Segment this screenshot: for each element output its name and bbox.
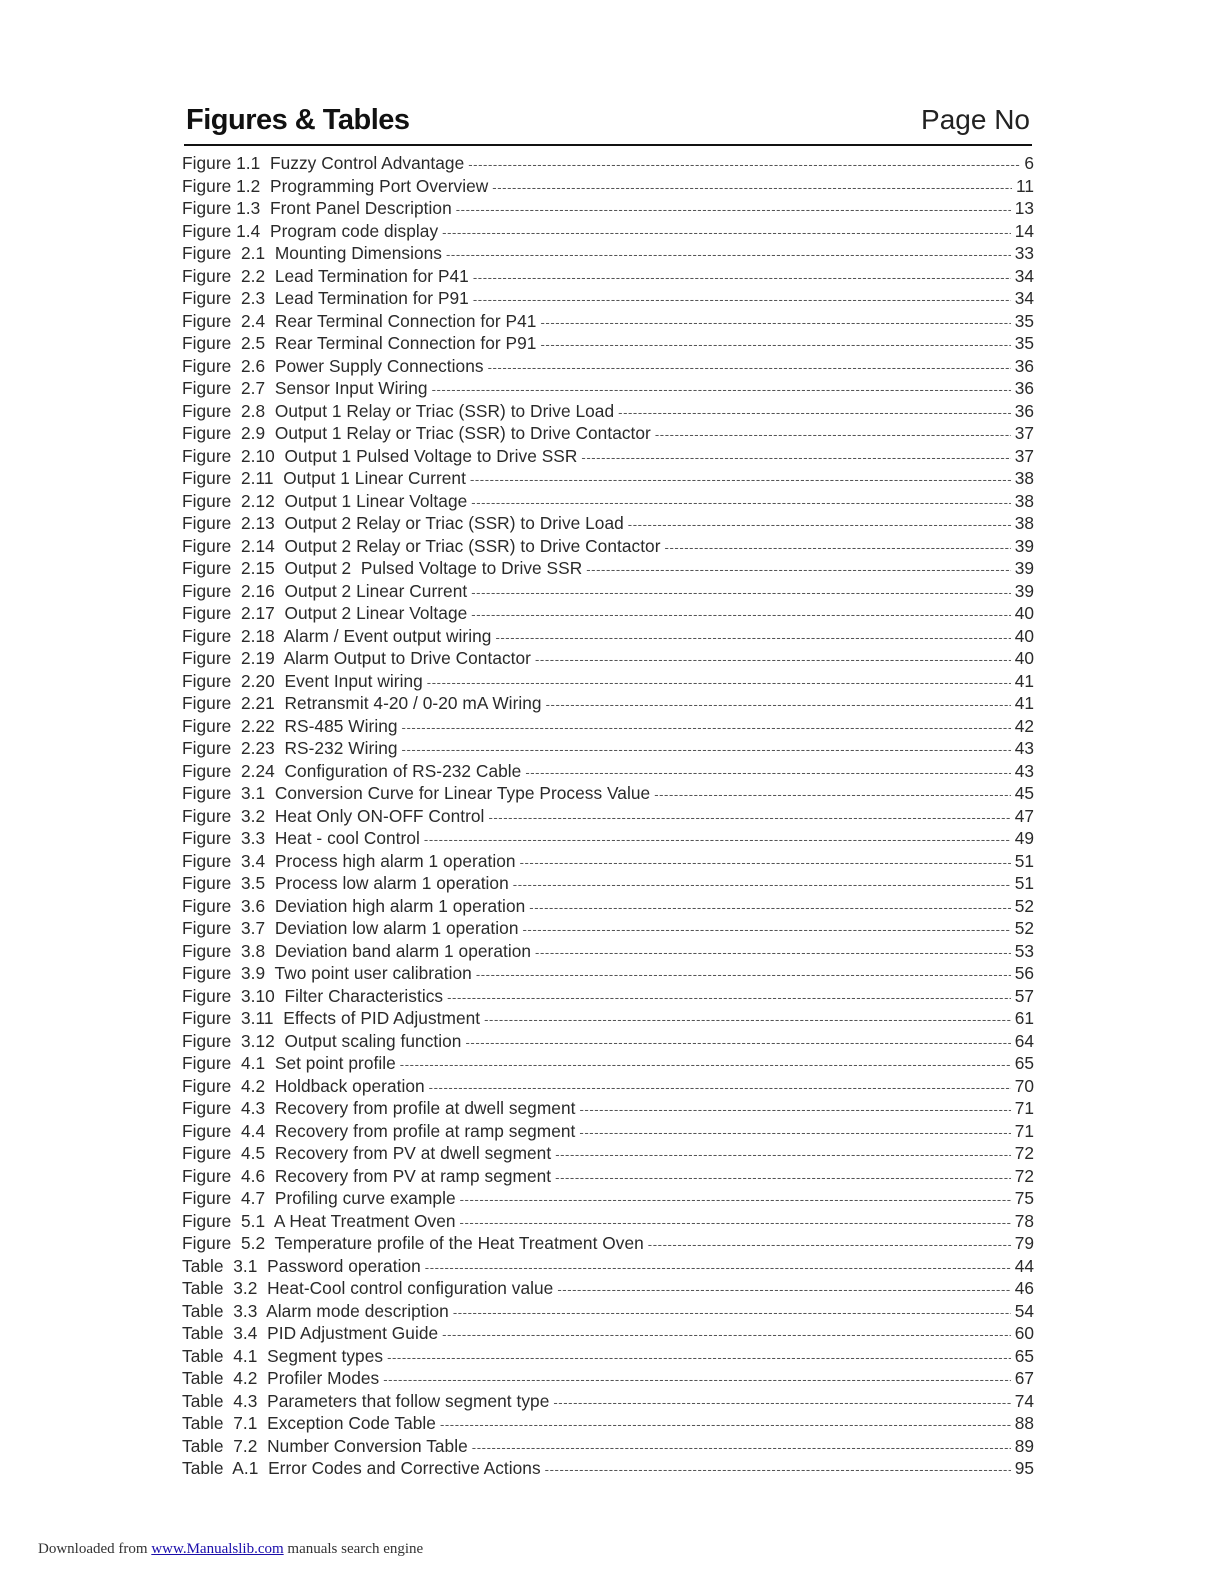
dot-leader (400, 1052, 1011, 1075)
dot-leader (586, 557, 1011, 580)
dot-leader (447, 985, 1011, 1008)
toc-entry-label: Table 3.2 Heat-Cool control configuration value (182, 1278, 554, 1298)
toc-entry-page: 49 (1014, 828, 1034, 848)
toc-entry-label: Figure 2.6 Power Supply Connections (182, 355, 484, 376)
toc-entry-label: Figure 2.8 Output 1 Relay or Triac (SSR) to Drive Load (182, 400, 615, 421)
toc-entry-page: 72 (1014, 1165, 1034, 1186)
toc-entry-label: Table 3.1 Password operation (182, 1255, 421, 1276)
toc-entry[interactable] (182, 647, 1034, 670)
toc-entry-label: Figure 2.9 Output 1 Relay or Triac (SSR) to Drive Contactor (182, 423, 651, 443)
dot-leader (473, 265, 1011, 288)
toc-entry-label: Figure 4.1 Set point profile (182, 1053, 396, 1073)
toc-entry-page: 39 (1014, 558, 1034, 578)
toc-entry-page: 53 (1014, 940, 1034, 961)
toc-entry[interactable] (182, 917, 1034, 940)
toc-entry[interactable] (182, 287, 1034, 310)
dot-leader (383, 1367, 1011, 1390)
toc-entry-page: 37 (1014, 445, 1034, 466)
toc-entry-page: 51 (1014, 873, 1034, 893)
toc-entry-label: Figure 2.3 Lead Termination for P91 (182, 288, 469, 308)
toc-entry-page: 64 (1014, 1030, 1034, 1051)
toc-entry[interactable] (182, 872, 1034, 895)
toc-entry-label: Figure 2.21 Retransmit 4-20 / 0-20 mA Wiring (182, 693, 542, 713)
toc-entry-page: 42 (1014, 715, 1034, 736)
toc-entry-page: 38 (1014, 513, 1034, 533)
toc-entry[interactable] (182, 940, 1034, 963)
toc-entry-label: Figure 3.11 Effects of PID Adjustment (182, 1008, 481, 1028)
toc-entry-page: 56 (1014, 963, 1034, 983)
toc-entry-page: 33 (1014, 243, 1034, 263)
dot-leader (471, 602, 1011, 625)
toc-entry-page: 89 (1014, 1435, 1034, 1456)
toc-entry-label: Figure 4.5 Recovery from PV at dwell segment (182, 1143, 552, 1163)
dot-leader (488, 805, 1010, 828)
toc-entry-label: Figure 2.18 Alarm / Event output wiring (182, 625, 492, 646)
toc-entry-label: Figure 2.16 Output 2 Linear Current (182, 580, 468, 601)
toc-entry-label: Figure 3.7 Deviation low alarm 1 operation (182, 918, 519, 938)
toc-entry-label: Figure 2.11 Output 1 Linear Current (182, 468, 466, 488)
toc-entry-label: Figure 2.10 Output 1 Pulsed Voltage to Drive SSR (182, 445, 578, 466)
toc-entry-label: Figure 1.2 Programming Port Overview (182, 175, 489, 196)
toc-entry[interactable] (182, 1300, 1034, 1323)
dot-leader (579, 1120, 1010, 1143)
dot-leader (520, 850, 1011, 873)
toc-entry-page: 70 (1014, 1075, 1034, 1096)
toc-entry-page: 39 (1014, 535, 1034, 556)
toc-entry[interactable] (182, 1165, 1034, 1188)
toc-entry[interactable] (182, 377, 1034, 400)
toc-entry-page: 46 (1014, 1278, 1034, 1298)
toc-entry-label: Figure 5.1 A Heat Treatment Oven (182, 1210, 456, 1231)
footer-prefix: Downloaded from (38, 1541, 148, 1557)
toc-entry-label: Figure 3.8 Deviation band alarm 1 operation (182, 940, 532, 961)
dot-leader (628, 512, 1011, 535)
toc-entry[interactable] (182, 175, 1034, 198)
dot-leader (655, 422, 1011, 445)
dot-leader (402, 737, 1011, 760)
dot-leader (387, 1345, 1011, 1368)
toc-entry-page: 52 (1014, 895, 1034, 916)
dot-leader (468, 152, 1020, 175)
dot-leader (540, 332, 1010, 355)
dot-leader (545, 1457, 1011, 1480)
toc-entry-page: 34 (1014, 288, 1034, 308)
dot-leader (427, 670, 1011, 693)
toc-entry[interactable] (182, 692, 1034, 715)
toc-entry-page: 52 (1014, 918, 1034, 938)
toc-entry[interactable] (182, 602, 1034, 625)
toc-entry-page: 71 (1014, 1098, 1034, 1118)
toc-entry-label: Figure 1.4 Program code display (182, 220, 439, 241)
toc-entry-label: Table 4.1 Segment types (182, 1345, 384, 1366)
dot-leader (665, 535, 1011, 558)
toc-entry-page: 36 (1014, 355, 1034, 376)
toc-entry-label: Figure 2.12 Output 1 Linear Voltage (182, 490, 468, 511)
download-footer (38, 1541, 423, 1558)
toc-entry-label: Figure 2.24 Configuration of RS-232 Cable (182, 760, 522, 781)
toc-entry[interactable] (182, 1142, 1034, 1165)
dot-leader (472, 1435, 1011, 1458)
toc-entry[interactable] (182, 1255, 1034, 1278)
toc-entry-label: Table A.1 Error Codes and Corrective Actions (182, 1458, 541, 1478)
dot-leader (555, 1165, 1011, 1188)
dot-leader (471, 580, 1011, 603)
toc-entry-label: Figure 2.5 Rear Terminal Connection for P91 (182, 333, 537, 353)
dot-leader (440, 1412, 1011, 1435)
dot-leader (425, 1255, 1011, 1278)
dot-leader (460, 1210, 1011, 1233)
toc-entry[interactable] (182, 670, 1034, 693)
page-number-column-header: Page No (921, 104, 1030, 135)
toc-entry-page: 74 (1014, 1390, 1034, 1411)
toc-entry-label: Figure 2.14 Output 2 Relay or Triac (SSR) to Drive Contactor (182, 535, 661, 556)
toc-entry[interactable] (182, 467, 1034, 490)
dot-leader (446, 242, 1011, 265)
toc-entry-page: 65 (1014, 1345, 1034, 1366)
dot-leader (460, 1187, 1011, 1210)
toc-entry-label: Figure 2.1 Mounting Dimensions (182, 243, 442, 263)
toc-entry-page: 88 (1014, 1413, 1034, 1433)
dot-leader (442, 1322, 1011, 1345)
toc-entry-label: Figure 2.7 Sensor Input Wiring (182, 378, 428, 398)
toc-entry[interactable] (182, 1097, 1034, 1120)
dot-leader (529, 895, 1010, 918)
dot-leader (484, 1007, 1011, 1030)
toc-entry[interactable] (182, 400, 1034, 423)
toc-entry[interactable] (182, 1367, 1034, 1390)
dot-leader (535, 940, 1011, 963)
toc-entry-page: 72 (1014, 1143, 1034, 1163)
toc-entry-page: 75 (1014, 1188, 1034, 1208)
section-heading (184, 104, 1032, 146)
toc-entry[interactable] (182, 737, 1034, 760)
dot-leader (618, 400, 1011, 423)
toc-entry-page: 13 (1014, 198, 1034, 218)
dot-leader (546, 692, 1011, 715)
toc-entry-page: 38 (1014, 468, 1034, 488)
toc-entry[interactable] (182, 850, 1034, 873)
dot-leader (476, 962, 1011, 985)
toc-entry[interactable] (182, 1120, 1034, 1143)
dot-leader (456, 197, 1011, 220)
toc-entry-page: 35 (1014, 333, 1034, 353)
toc-entry-page: 54 (1014, 1300, 1034, 1321)
toc-entry[interactable] (182, 265, 1034, 288)
toc-entry-page: 11 (1016, 175, 1034, 196)
toc-entry[interactable] (182, 1052, 1034, 1075)
toc-entry-page: 41 (1014, 693, 1034, 713)
dot-leader (495, 625, 1010, 648)
dot-leader (648, 1232, 1011, 1255)
toc-entry[interactable] (182, 985, 1034, 1008)
dot-leader (535, 647, 1011, 670)
dot-leader (471, 490, 1011, 513)
toc-entry-label: Figure 3.5 Process low alarm 1 operation (182, 873, 509, 893)
toc-entry-page: 79 (1014, 1233, 1034, 1253)
toc-entry[interactable] (182, 895, 1034, 918)
toc-entry-label: Table 4.2 Profiler Modes (182, 1368, 380, 1388)
toc-entry-label: Figure 3.10 Filter Characteristics (182, 985, 444, 1006)
toc-entry[interactable] (182, 1390, 1034, 1413)
toc-entry-label: Figure 3.6 Deviation high alarm 1 operation (182, 895, 526, 916)
toc-entry-page: 14 (1014, 220, 1034, 241)
toc-entry-label: Table 4.3 Parameters that follow segment type (182, 1390, 550, 1411)
toc-entry[interactable] (182, 445, 1034, 468)
toc-entry-label: Figure 2.2 Lead Termination for P41 (182, 265, 469, 286)
toc-entry[interactable] (182, 197, 1034, 220)
dot-leader (432, 377, 1011, 400)
toc-entry[interactable] (182, 332, 1034, 355)
toc-entry-page: 34 (1014, 265, 1034, 286)
toc-entry-page: 6 (1024, 153, 1034, 173)
dot-leader (424, 827, 1011, 850)
toc-entry-label: Figure 4.6 Recovery from PV at ramp segment (182, 1165, 552, 1186)
toc-entry[interactable] (182, 962, 1034, 985)
toc-entry-label: Table 7.1 Exception Code Table (182, 1413, 436, 1433)
toc-entry[interactable] (182, 1322, 1034, 1345)
toc-entry[interactable] (182, 1345, 1034, 1368)
toc-entry-label: Figure 2.22 RS-485 Wiring (182, 715, 398, 736)
toc-entry[interactable] (182, 760, 1034, 783)
toc-entry-label: Figure 2.4 Rear Terminal Connection for P41 (182, 310, 537, 331)
toc-entry-page: 37 (1014, 423, 1034, 443)
toc-entry-label: Figure 1.3 Front Panel Description (182, 198, 452, 218)
dot-leader (442, 220, 1011, 243)
toc-entry[interactable] (182, 242, 1034, 265)
toc-entry-page: 44 (1014, 1255, 1034, 1276)
toc-entry-label: Table 3.4 PID Adjustment Guide (182, 1323, 439, 1343)
toc-entry[interactable] (182, 805, 1034, 828)
dot-leader (579, 1097, 1010, 1120)
toc-entry[interactable] (182, 1412, 1034, 1435)
toc-entry-page: 78 (1014, 1210, 1034, 1231)
toc-entry-label: Figure 1.1 Fuzzy Control Advantage (182, 153, 465, 173)
dot-leader (492, 175, 1012, 198)
toc-entry-label: Table 3.3 Alarm mode description (182, 1300, 449, 1321)
toc-entry[interactable] (182, 490, 1034, 513)
toc-entry-label: Figure 2.20 Event Input wiring (182, 670, 423, 691)
toc-entry-page: 39 (1014, 580, 1034, 601)
toc-entry[interactable] (182, 512, 1034, 535)
toc-entry-page: 47 (1014, 805, 1034, 826)
page-title: Figures & Tables (186, 104, 410, 136)
toc-entry-page: 36 (1014, 378, 1034, 398)
toc-entry[interactable] (182, 220, 1034, 243)
toc-entry-page: 43 (1014, 738, 1034, 758)
footer-suffix: manuals search engine (287, 1541, 424, 1557)
toc-entry-page: 45 (1014, 783, 1034, 803)
toc-entry-label: Figure 2.23 RS-232 Wiring (182, 738, 398, 758)
toc-entry[interactable] (182, 535, 1034, 558)
toc-entry-page: 65 (1014, 1053, 1034, 1073)
dot-leader (465, 1030, 1010, 1053)
toc-entry-label: Figure 3.3 Heat - cool Control (182, 828, 420, 848)
dot-leader (488, 355, 1011, 378)
toc-entry[interactable] (182, 1187, 1034, 1210)
dot-leader (513, 872, 1011, 895)
toc-entry-page: 57 (1014, 985, 1034, 1006)
toc-entry-page: 41 (1014, 670, 1034, 691)
toc-entry[interactable] (182, 310, 1034, 333)
toc-entry-label: Figure 3.9 Two point user calibration (182, 963, 472, 983)
dot-leader (555, 1142, 1011, 1165)
toc-entry[interactable] (182, 715, 1034, 738)
dot-leader (540, 310, 1010, 333)
dot-leader (553, 1390, 1010, 1413)
toc-entry[interactable] (182, 1007, 1034, 1030)
dot-leader (470, 467, 1011, 490)
dot-leader (654, 782, 1011, 805)
toc-entry-page: 51 (1014, 850, 1034, 871)
toc-entry[interactable] (182, 1030, 1034, 1053)
toc-entry-page: 95 (1014, 1458, 1034, 1478)
toc-entry-label: Table 7.2 Number Conversion Table (182, 1435, 468, 1456)
dot-leader (581, 445, 1010, 468)
toc-entry[interactable] (182, 1232, 1034, 1255)
figures-tables-list (182, 152, 1034, 1480)
toc-entry-label: Figure 3.2 Heat Only ON-OFF Control (182, 805, 485, 826)
toc-entry-page: 35 (1014, 310, 1034, 331)
toc-entry-label: Figure 2.13 Output 2 Relay or Triac (SSR) to Drive Load (182, 513, 624, 533)
toc-entry-page: 67 (1014, 1368, 1034, 1388)
toc-entry-label: Figure 3.1 Conversion Curve for Linear Type Process Value (182, 783, 651, 803)
dot-leader (473, 287, 1011, 310)
toc-entry[interactable] (182, 1075, 1034, 1098)
toc-entry-page: 38 (1014, 490, 1034, 511)
toc-entry-label: Figure 2.15 Output 2 Pulsed Voltage to Drive SSR (182, 558, 583, 578)
dot-leader (525, 760, 1010, 783)
dot-leader (557, 1277, 1010, 1300)
toc-entry-label: Figure 4.2 Holdback operation (182, 1075, 425, 1096)
toc-entry-page: 43 (1014, 760, 1034, 781)
toc-entry-page: 40 (1014, 648, 1034, 668)
toc-entry-page: 36 (1014, 400, 1034, 421)
toc-entry-label: Figure 3.12 Output scaling function (182, 1030, 462, 1051)
toc-entry[interactable] (182, 422, 1034, 445)
toc-entry[interactable] (182, 152, 1034, 175)
manualslib-link[interactable]: www.Manualslib.com (151, 1541, 284, 1557)
toc-entry-page: 40 (1014, 625, 1034, 646)
dot-leader (402, 715, 1011, 738)
toc-entry[interactable] (182, 580, 1034, 603)
toc-entry[interactable] (182, 1457, 1034, 1480)
toc-entry[interactable] (182, 557, 1034, 580)
dot-leader (429, 1075, 1011, 1098)
toc-entry[interactable] (182, 625, 1034, 648)
toc-entry-page: 71 (1014, 1120, 1034, 1141)
toc-entry-label: Figure 4.7 Profiling curve example (182, 1188, 456, 1208)
toc-entry-page: 40 (1014, 603, 1034, 623)
dot-leader (453, 1300, 1011, 1323)
toc-entry-label: Figure 4.4 Recovery from profile at ramp segment (182, 1120, 576, 1141)
toc-entry-label: Figure 2.17 Output 2 Linear Voltage (182, 603, 468, 623)
toc-entry[interactable] (182, 1277, 1034, 1300)
toc-entry-label: Figure 4.3 Recovery from profile at dwell segment (182, 1098, 576, 1118)
toc-entry-label: Figure 5.2 Temperature profile of the Heat Treatment Oven (182, 1233, 644, 1253)
toc-entry[interactable] (182, 782, 1034, 805)
toc-entry-page: 60 (1014, 1323, 1034, 1343)
toc-entry[interactable] (182, 1435, 1034, 1458)
toc-entry-label: Figure 3.4 Process high alarm 1 operation (182, 850, 516, 871)
dot-leader (522, 917, 1010, 940)
toc-entry-label: Figure 2.19 Alarm Output to Drive Contactor (182, 648, 531, 668)
toc-entry[interactable] (182, 827, 1034, 850)
toc-entry-page: 61 (1014, 1008, 1034, 1028)
toc-entry[interactable] (182, 355, 1034, 378)
toc-entry[interactable] (182, 1210, 1034, 1233)
